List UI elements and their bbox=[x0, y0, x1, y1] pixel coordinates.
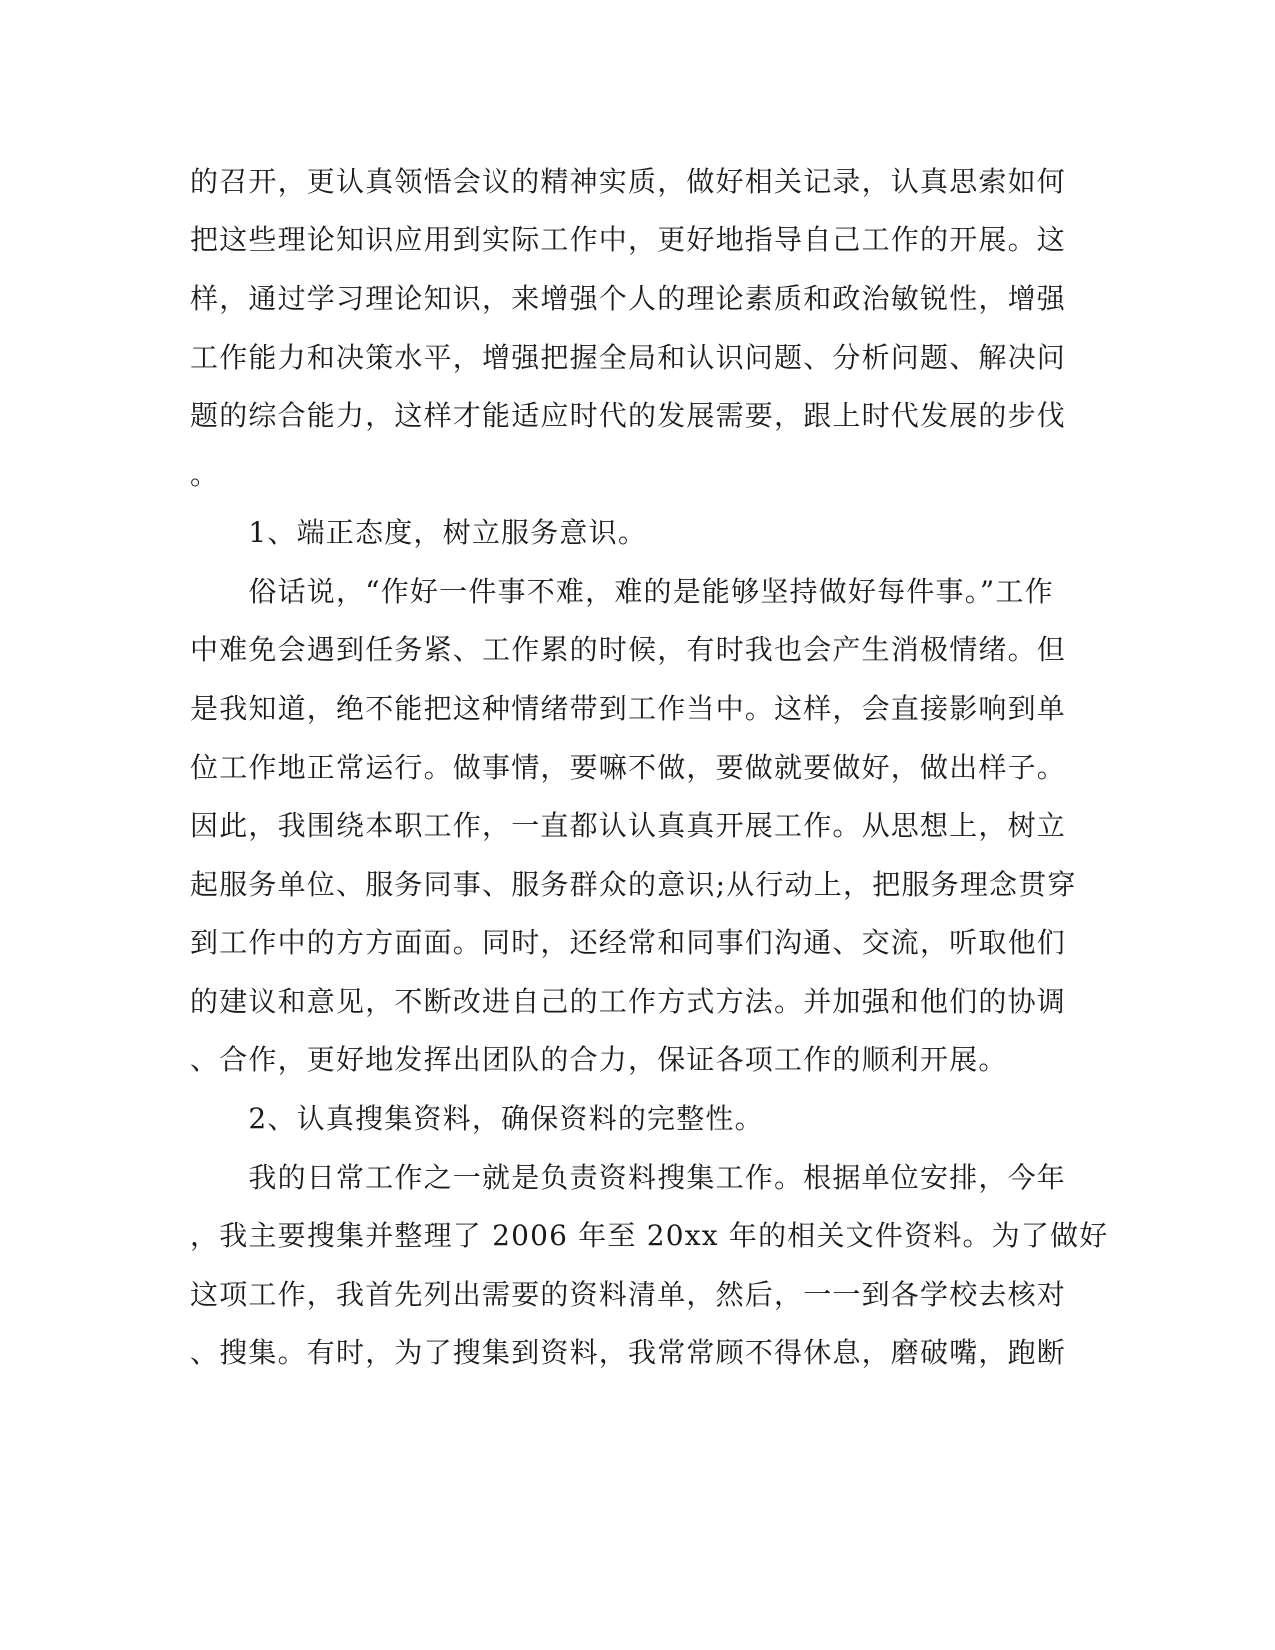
text-line: 因此，我围绕本职工作，一直都认认真真开展工作。从思想上，树立 bbox=[190, 809, 1067, 842]
text-line: 这项工作，我首先列出需要的资料清单，然后，一一到各学校去核对 bbox=[190, 1278, 1067, 1311]
text-line: 、搜集。有时，为了搜集到资料，我常常顾不得休息，磨破嘴，跑断 bbox=[190, 1336, 1067, 1369]
text-line: 位工作地正常运行。做事情，要嘛不做，要做就要做好，做出样子。 bbox=[190, 751, 1067, 784]
text-line: 是我知道，绝不能把这种情绪带到工作当中。这样，会直接影响到单 bbox=[190, 692, 1067, 725]
section-heading: 2、认真搜集资料，确保资料的完整性。 bbox=[190, 1102, 764, 1135]
text-line: 样，通过学习理论知识，来增强个人的理论素质和政治敏锐性，增强 bbox=[190, 282, 1067, 315]
text-line: 中难免会遇到任务紧、工作累的时候，有时我也会产生消极情绪。但 bbox=[190, 633, 1067, 666]
text-line: 、合作，更好地发挥出团队的合力，保证各项工作的顺利开展。 bbox=[190, 1043, 1008, 1076]
text-line: 起服务单位、服务同事、服务群众的意识;从行动上，把服务理念贯穿 bbox=[190, 868, 1077, 901]
text-line: 。 bbox=[190, 458, 220, 491]
text-line: 题的综合能力，这样才能适应时代的发展需要，跟上时代发展的步伐 bbox=[190, 399, 1067, 432]
text-line: 的召开，更认真领悟会议的精神实质，做好相关记录，认真思索如何 bbox=[190, 165, 1067, 198]
text-line: 的建议和意见，不断改进自己的工作方式方法。并加强和他们的协调 bbox=[190, 985, 1067, 1018]
text-line: 我的日常工作之一就是负责资料搜集工作。根据单位安排，今年 bbox=[190, 1161, 1067, 1194]
text-line: ，我主要搜集并整理了 2006 年至 20xx 年的相关文件资料。为了做好 bbox=[190, 1219, 1109, 1252]
text-line: 俗话说，“作好一件事不难，难的是能够坚持做好每件事。”工作 bbox=[190, 575, 1054, 608]
text-line: 工作能力和决策水平，增强把握全局和认识问题、分析问题、解决问 bbox=[190, 341, 1067, 374]
text-line: 到工作中的方方面面。同时，还经常和同事们沟通、交流，听取他们 bbox=[190, 926, 1067, 959]
text-line: 把这些理论知识应用到实际工作中，更好地指导自己工作的开展。这 bbox=[190, 223, 1067, 256]
section-heading: 1、端正态度，树立服务意识。 bbox=[190, 516, 648, 549]
